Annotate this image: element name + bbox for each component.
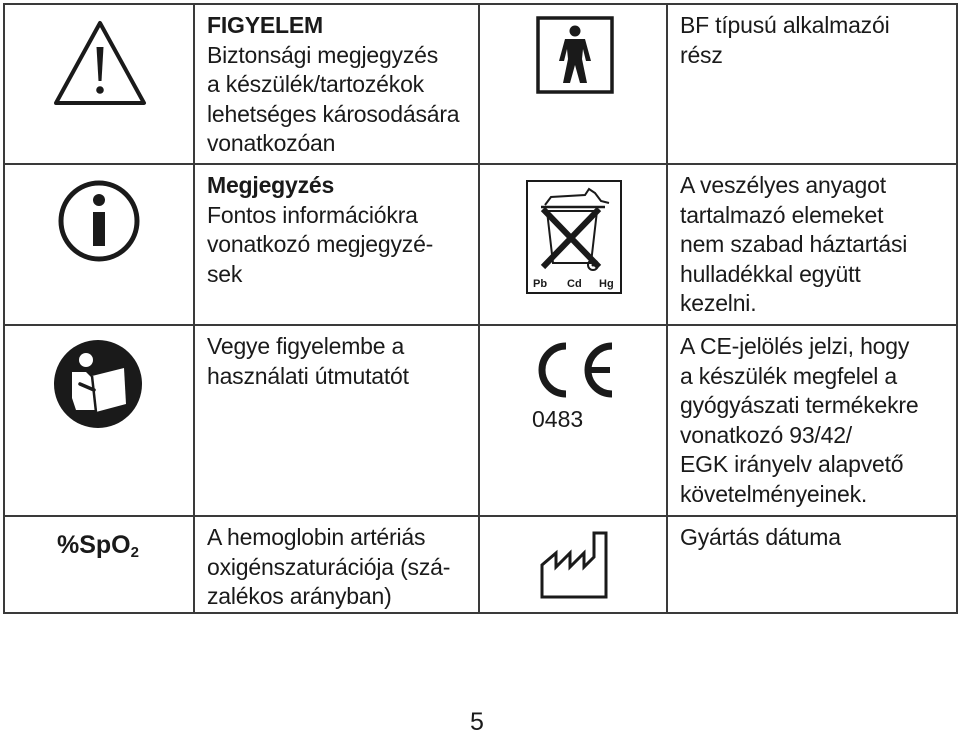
description-line: tartalmazó elemeket (680, 201, 884, 228)
bin-label-pb: Pb (533, 278, 548, 290)
description-line: A veszélyes anyagot (680, 172, 886, 198)
description-line: a készülék megfelel a (680, 362, 897, 389)
description-line: Biztonsági megjegyzés (207, 41, 439, 68)
description-line: A CE-jelölés jelzi, hogy (680, 333, 910, 359)
icon-cell (479, 4, 667, 164)
description-line: a készülék/tartozékok (207, 71, 424, 97)
description-line: használati útmutatót (207, 362, 409, 389)
description-line: sek (207, 260, 243, 287)
description-line: Vegye figyelembe a (207, 333, 405, 359)
manufacture-date-icon (538, 529, 610, 601)
description-cell (194, 4, 479, 164)
description-line: vonatkozó 93/42/ (680, 421, 852, 448)
table-row (4, 325, 957, 516)
description-line: EGK irányelv alapvető (680, 451, 904, 477)
note-title: Megjegyzés (207, 172, 335, 198)
description-line: nem szabad háztartási (680, 231, 908, 257)
spo2-subscript: 2 (130, 544, 139, 561)
ce-notified-body-number: 0483 (532, 406, 584, 432)
ce-mark-icon (526, 340, 620, 400)
description-line: Fontos információkra (207, 201, 418, 228)
bin-label-cd: Cd (567, 278, 582, 290)
description-cell (667, 4, 957, 164)
info-icon (55, 177, 143, 265)
warning-triangle-icon (50, 17, 150, 109)
description-cell (667, 516, 957, 613)
page-number: 5 (470, 708, 484, 736)
description-line: BF típusú alkalmazói (680, 12, 890, 38)
description-line: gyógyászati termékekre (680, 392, 919, 418)
description-cell (194, 516, 479, 613)
description-line: zalékos arányban) (207, 583, 392, 609)
description-cell (194, 164, 479, 325)
description-line: lehetséges károsodására (207, 100, 460, 127)
table-row (4, 516, 957, 613)
icon-cell (479, 164, 667, 325)
bin-label-hg: Hg (599, 278, 614, 290)
spo2-symbol (57, 531, 139, 561)
warning-title: FIGYELEM (207, 12, 323, 38)
read-manual-icon (52, 338, 144, 430)
icon-cell (479, 325, 667, 516)
crossed-bin-icon (525, 179, 623, 295)
icon-cell (4, 4, 194, 164)
description-line: vonatkozó megjegyzé- (207, 231, 434, 257)
description-line: rész (680, 41, 723, 68)
description-cell (667, 164, 957, 325)
description-line: vonatkozóan (207, 130, 336, 156)
table-row (4, 164, 957, 325)
icon-cell (4, 325, 194, 516)
description-line: hulladékkal együtt (680, 260, 861, 287)
description-line: kezelni. (680, 290, 757, 316)
description-line: követelményeinek. (680, 480, 868, 507)
icon-cell (4, 516, 194, 613)
icon-cell (4, 164, 194, 325)
description-line: Gyártás dátuma (680, 524, 841, 550)
icon-cell (479, 516, 667, 613)
description-cell (667, 325, 957, 516)
description-line: A hemoglobin artériás (207, 524, 426, 550)
symbols-table (3, 3, 958, 614)
spo2-main: %SpO (57, 531, 131, 559)
bf-applied-part-icon (535, 15, 615, 95)
description-cell (194, 325, 479, 516)
description-line: oxigénszaturációja (szá- (207, 553, 451, 580)
table-row (4, 4, 957, 164)
